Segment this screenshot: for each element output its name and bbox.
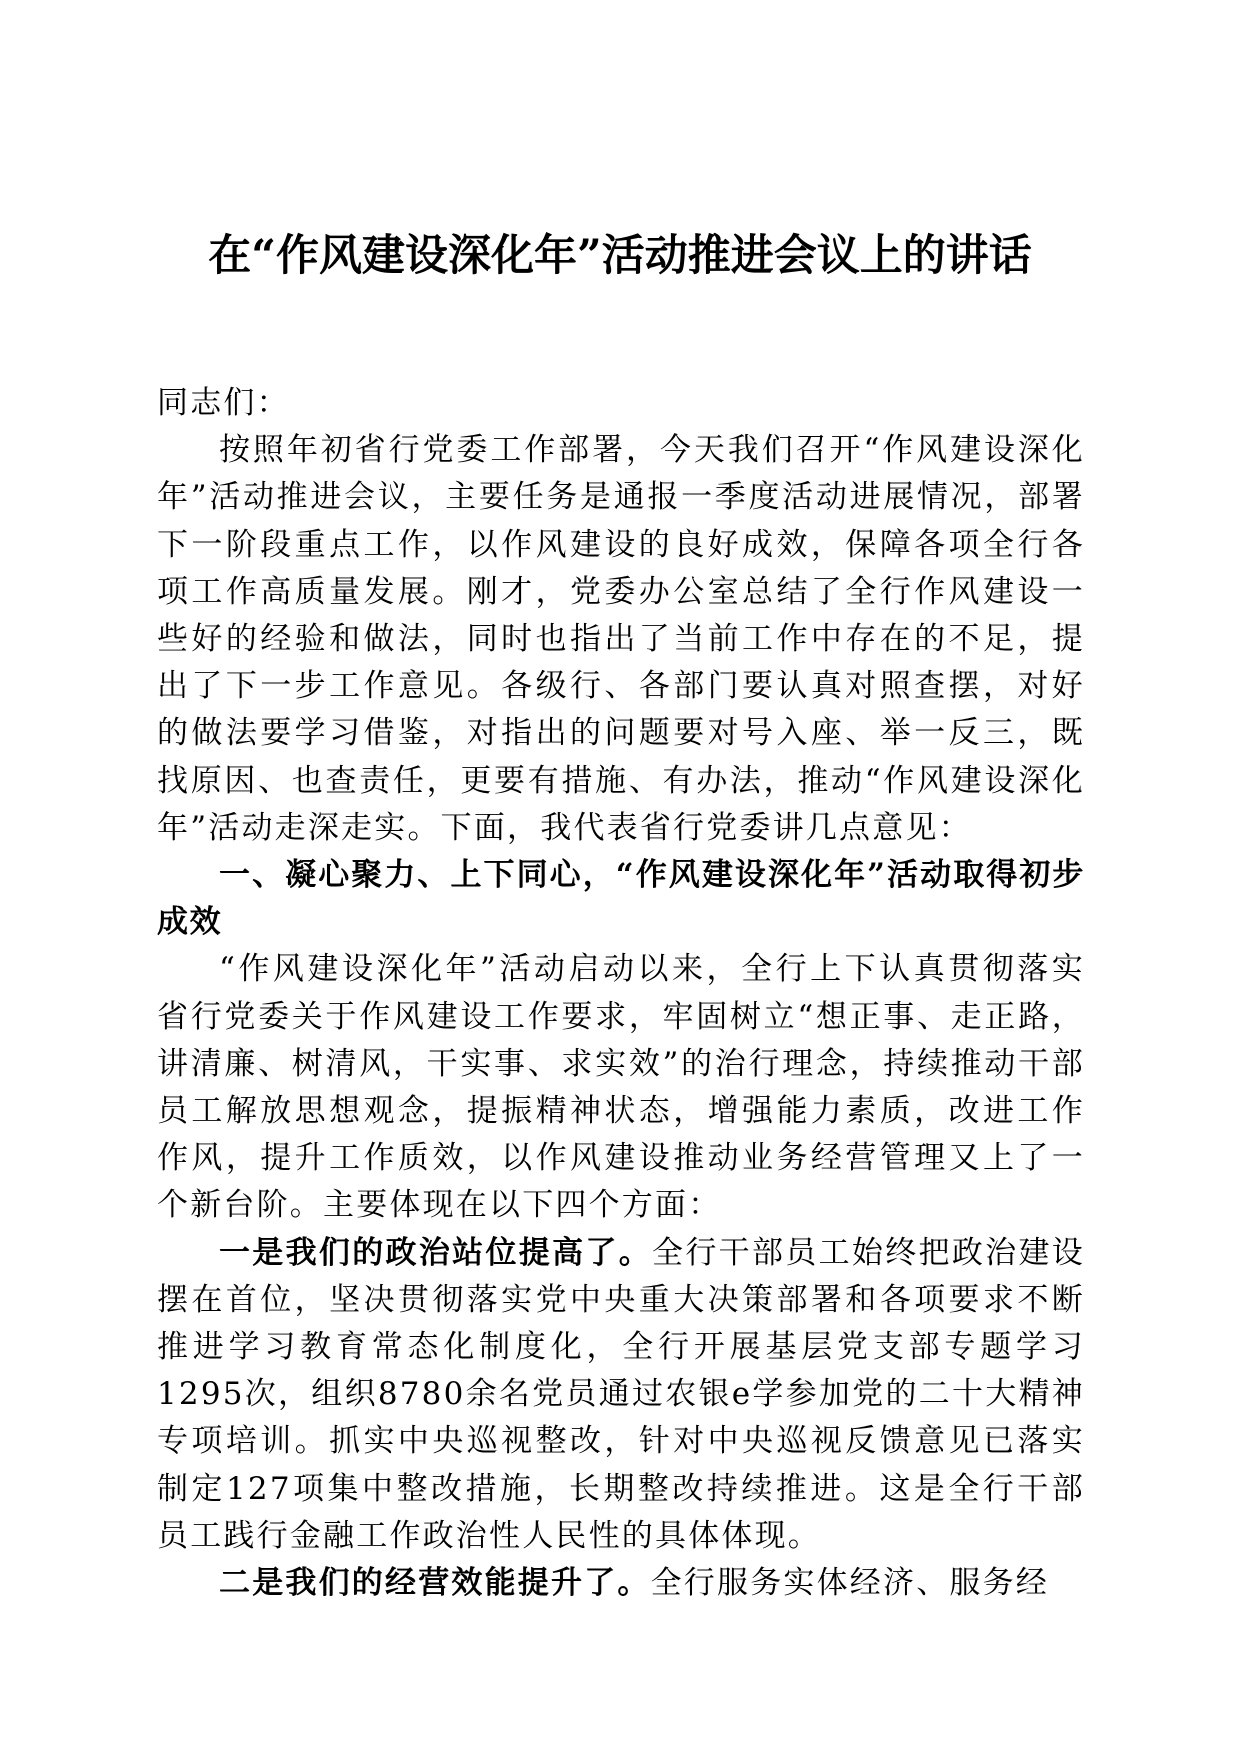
- point-1-paragraph: [157, 1230, 1085, 1560]
- speech-title: 在“作风建设深化年”活动推进会议上的讲话: [208, 231, 1032, 281]
- point-2-text: 全行服务实体经济、服务经: [650, 1565, 1050, 1602]
- section-1-heading: 一、凝心聚力、上下同心，“作风建设深化年”活动取得初步成效: [157, 857, 1085, 941]
- salutation: 同志们：: [157, 385, 290, 421]
- point-1-text: 全行干部员工始终把政治建设摆在首位，坚决贯彻落实党中央重大决策部署和各项要求不断推进学习教育常态化制度化，全行开展基层党支部专题学习1295次，组织8780余名党员通过农银e学参加党的二十大精神专项培训。抓实中央巡视整改，针对中央巡视反馈意见已落实制定127项集中整改措施，长期整改持续推进。这是全行干部员工践行金融工作政治性人民性的具体体现。: [157, 1234, 1085, 1554]
- point-1-lead: 一是我们的政治站位提高了。: [219, 1234, 653, 1271]
- intro-paragraph: 按照年初省行党委工作部署，今天我们召开“作风建设深化年”活动推进会议，主要任务是通报一季度活动进展情况，部署下一阶段重点工作，以作风建设的良好成效，保障各项全行各项工作高质量发展。刚才，党委办公室总结了全行作风建设一些好的经验和做法，同时也指出了当前工作中存在的不足，提出了下一步工作意见。各级行、各部门要认真对照查摆，对好的做法要学习借鉴，对指出的问题要对号入座、举一反三，既找原因、也查责任，更要有措施、有办法，推动“作风建设深化年”活动走深走实。下面，我代表省行党委讲几点意见：: [157, 432, 1085, 846]
- section-1-paragraph: “作风建设深化年”活动启动以来，全行上下认真贯彻落实省行党委关于作风建设工作要求，牢固树立“想正事、走正路，讲清廉、树清风，干实事、求实效”的治行理念，持续推动干部员工解放思想观念，提振精神状态，增强能力素质，改进工作作风，提升工作质效，以作风建设推动业务经营管理又上了一个新台阶。主要体现在以下四个方面：: [157, 951, 1085, 1224]
- speech-body: [157, 380, 1085, 1607]
- point-2-lead: 二是我们的经营效能提升了。: [219, 1565, 651, 1602]
- point-2-paragraph: [157, 1560, 1085, 1607]
